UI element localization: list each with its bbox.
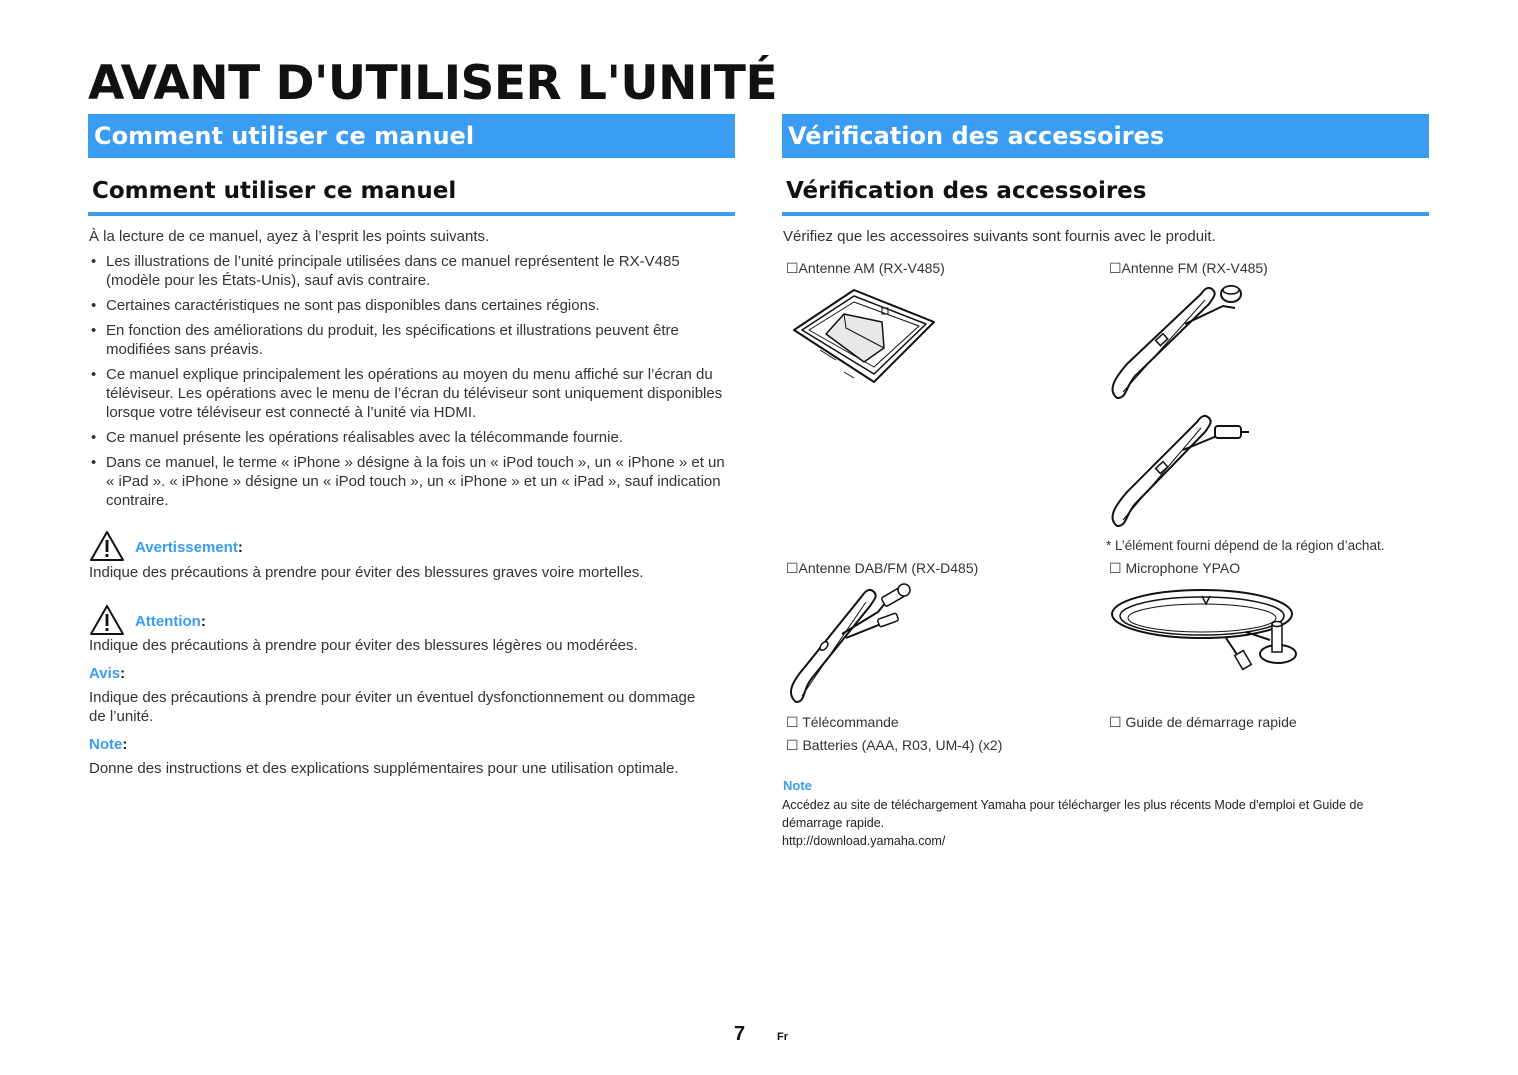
section-bar-how-to-use: Comment utiliser ce manuel bbox=[88, 114, 735, 158]
fm-antenna-icon bbox=[1105, 280, 1245, 408]
warning-label: Avertissement bbox=[135, 539, 238, 556]
caution-text: Indique des précautions à prendre pour éviter des blessures légères ou modérées. bbox=[89, 637, 638, 654]
checkbox-dab-antenna: ☐Antenne DAB/FM (RX-D485) bbox=[786, 560, 979, 576]
am-antenna-icon bbox=[784, 282, 944, 388]
checkbox-am-antenna: ☐Antenne AM (RX-V485) bbox=[786, 260, 945, 276]
list-item: • En fonction des améliorations du produit, les spécifications et illustrations peuvent être modifiées sans préavis. bbox=[89, 321, 735, 359]
accessories-note-text: Accédez au site de téléchargement Yamaha pour télécharger les plus récents Mode d'emploi et Guide de démarrage rapide. bbox=[782, 798, 1364, 830]
list-item: • Les illustrations de l’unité principale utilisées dans ce manuel représentent le RX-V485 (modèle pour les États-Unis), sauf avis contraire. bbox=[89, 252, 735, 290]
checkbox-fm-antenna: ☐Antenne FM (RX-V485) bbox=[1109, 260, 1268, 276]
warning-triangle-icon bbox=[89, 530, 125, 562]
microphone-icon bbox=[1106, 582, 1302, 674]
warning-text: Indique des précautions à prendre pour éviter des blessures graves voire mortelles. bbox=[89, 564, 644, 581]
checkbox-remote: ☐ Télécommande bbox=[786, 714, 899, 730]
page-number: 7 bbox=[734, 1023, 746, 1045]
caution-label-row: Attention: bbox=[135, 613, 206, 630]
dab-antenna-icon bbox=[782, 582, 918, 710]
checkbox-microphone: ☐ Microphone YPAO bbox=[1109, 560, 1241, 576]
language-code: Fr bbox=[777, 1031, 788, 1043]
checkbox-quick-guide: ☐ Guide de démarrage rapide bbox=[1109, 714, 1297, 730]
accessories-note-label: Note bbox=[783, 778, 812, 793]
accessories-intro: Vérifiez que les accessoires suivants sont fournis avec le produit. bbox=[783, 228, 1216, 245]
checkbox-batteries: ☐ Batteries (AAA, R03, UM-4) (x2) bbox=[786, 737, 1003, 753]
how-to-use-intro: À la lecture de ce manuel, ayez à l’esprit les points suivants. bbox=[89, 228, 490, 245]
list-item: • Ce manuel explique principalement les opérations au moyen du menu affiché sur l’écran du téléviseur. Les opérations avec le menu de l’écran du téléviseur sont uniquement disponibles lorsque votre téléviseur est connecté à l’unité via HDMI. bbox=[89, 365, 735, 422]
notice-label: Avis bbox=[89, 665, 121, 682]
note-text: Donne des instructions et des explications supplémentaires pour une utilisation optimale. bbox=[89, 760, 679, 777]
list-item: • Dans ce manuel, le terme « iPhone » désigne à la fois un « iPod touch », un « iPhone » et un « iPad ». « iPhone » désigne un « iPod touch », un « iPhone » et un « iPad », sauf indication contraire. bbox=[89, 453, 735, 510]
list-item: • Ce manuel présente les opérations réalisables avec la télécommande fournie. bbox=[89, 428, 735, 447]
caution-triangle-icon bbox=[89, 604, 125, 636]
page-title: AVANT D'UTILISER L'UNITÉ bbox=[88, 56, 778, 111]
notice-label-row: Avis: bbox=[89, 665, 126, 682]
fm-antenna-alt-icon bbox=[1105, 410, 1255, 534]
note-label: Note bbox=[89, 736, 123, 753]
note-label-row: Note: bbox=[89, 736, 128, 753]
notice-text: Indique des précautions à prendre pour éviter un éventuel dysfonctionnement ou dommage de l’unité. bbox=[89, 689, 696, 725]
list-item: • Certaines caractéristiques ne sont pas disponibles dans certaines régions. bbox=[89, 296, 735, 315]
caution-label: Attention bbox=[135, 613, 201, 630]
warning-label-row: Avertissement: bbox=[135, 539, 243, 556]
how-to-use-bullet-list bbox=[89, 252, 735, 516]
heading-accessories: Vérification des accessoires bbox=[782, 178, 1429, 216]
download-link[interactable]: http://download.yamaha.com/ bbox=[782, 834, 946, 848]
region-footnote: * L’élément fourni dépend de la région d’achat. bbox=[1106, 538, 1385, 553]
section-bar-accessories: Vérification des accessoires bbox=[782, 114, 1429, 158]
heading-how-to-use: Comment utiliser ce manuel bbox=[88, 178, 735, 216]
